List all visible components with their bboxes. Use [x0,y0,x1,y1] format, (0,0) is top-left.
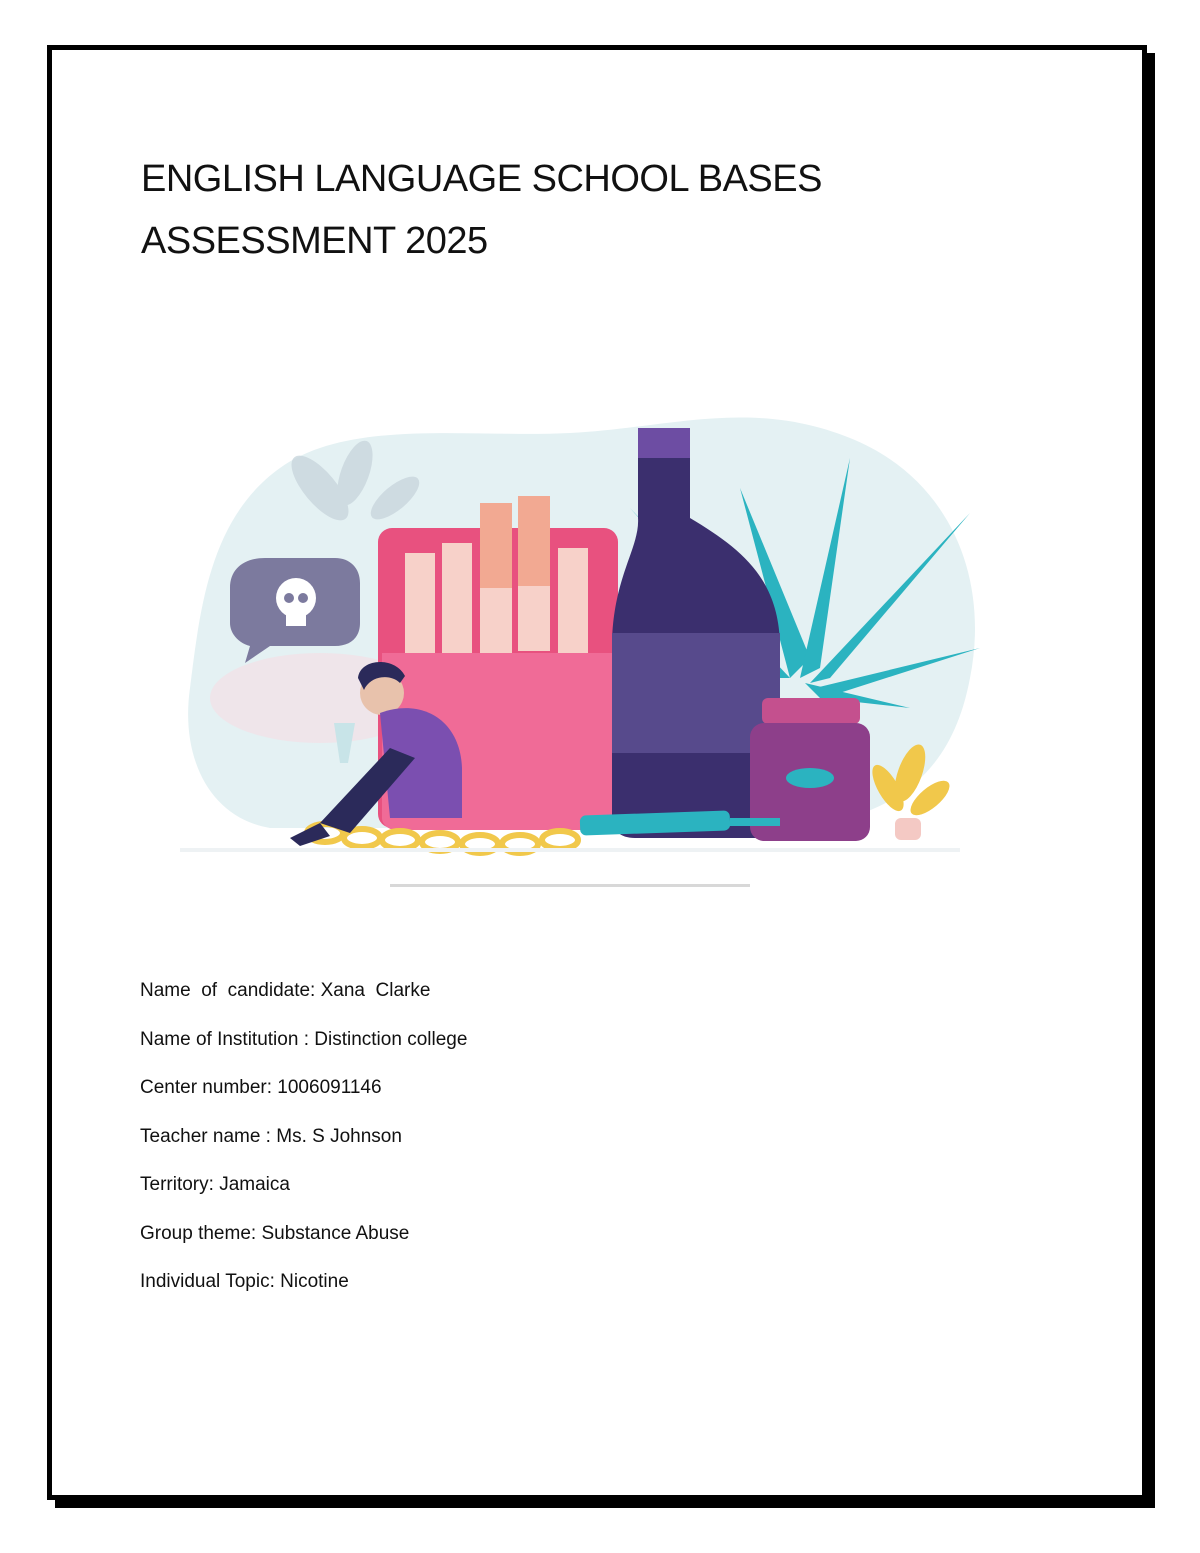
title-line-1: ENGLISH LANGUAGE SCHOOL BASES [141,158,822,200]
substance-abuse-illustration [150,378,1030,898]
page-title [141,148,1041,272]
detail-individual-topic: Individual Topic: Nicotine [140,1271,349,1292]
pill-icon [786,768,834,788]
jar-lid [762,698,860,724]
detail-center-number: Center number: 1006091146 [140,1077,382,1098]
ground-shadow [180,848,960,852]
detail-candidate-name: Name of candidate: Xana Clarke [140,980,431,1001]
caption-residue [390,884,750,887]
title-line-2: ASSESSMENT 2025 [141,220,488,262]
candidate-details [140,975,467,1315]
detail-group-theme: Group theme: Substance Abuse [140,1222,410,1244]
detail-institution: Name of Institution : Distinction college [140,1028,468,1050]
detail-territory: Territory: Jamaica [140,1174,290,1195]
bottle-cap [638,428,690,458]
detail-teacher-name: Teacher name : Ms. S Johnson [140,1125,402,1147]
